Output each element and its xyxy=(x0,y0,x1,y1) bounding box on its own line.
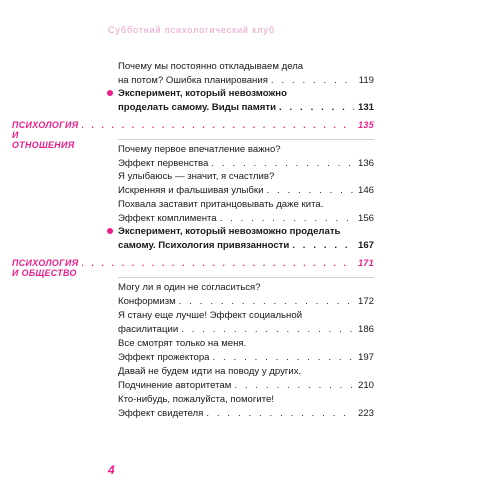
entry-title-line: на потом? Ошибка планирования xyxy=(118,74,268,86)
divider xyxy=(118,277,374,278)
entry-title-line: Я стану еще лучше! Эффект социальной xyxy=(118,310,303,321)
toc-entry[interactable] xyxy=(118,170,374,197)
toc-entry[interactable] xyxy=(118,198,374,225)
leader-dots xyxy=(82,120,355,130)
entry-title-line: Эффект комплимента xyxy=(118,212,217,224)
entry-page: 172 xyxy=(357,295,374,307)
entry-title-line: Эксперимент, который невозможно xyxy=(118,88,287,99)
leader-dots xyxy=(234,379,354,393)
leader-dots xyxy=(211,157,354,171)
leader-dots xyxy=(213,351,354,365)
section-heading-society xyxy=(12,258,374,278)
entry-title-line: фасилитации xyxy=(118,323,179,335)
leader-dots xyxy=(220,212,354,226)
entry-title-line: Подчинение авторитетам xyxy=(118,379,232,391)
section-title: ПСИХОЛОГИЯ И ОБЩЕСТВО xyxy=(12,258,79,278)
toc-entry[interactable] xyxy=(118,309,374,336)
toc-entry[interactable] xyxy=(118,365,374,392)
entry-title-line: Я улыбаюсь — значит, я счастлив? xyxy=(118,171,275,182)
entry-title-line: Почему первое впечатление важно? xyxy=(118,144,281,155)
leader-dots xyxy=(181,323,354,337)
entry-page: 167 xyxy=(357,239,374,251)
entry-title-line: Давай не будем идти на поводу у других. xyxy=(118,366,302,377)
divider xyxy=(118,139,374,140)
entry-title-line: Все смотрят только на меня. xyxy=(118,338,247,349)
toc-entry[interactable] xyxy=(118,60,374,87)
bullet-icon xyxy=(107,228,113,234)
entry-title-line: Могу ли я один не согласиться? xyxy=(118,282,261,293)
section-page: 171 xyxy=(358,258,374,268)
page-number: 4 xyxy=(108,463,115,477)
toc-entry-highlighted[interactable] xyxy=(118,225,374,252)
entry-title-line: Эффект свидетеля xyxy=(118,407,204,419)
entry-page: 136 xyxy=(357,157,374,169)
entry-page: 119 xyxy=(358,74,374,86)
entry-title-line: самому. Психология привязанности xyxy=(118,239,290,251)
section-title: ПСИХОЛОГИЯ И ОТНОШЕНИЯ xyxy=(12,120,79,150)
entry-title-line: Конформизм xyxy=(118,295,176,307)
entry-page: 146 xyxy=(357,184,374,196)
entry-page: 156 xyxy=(357,212,374,224)
entry-title-line: Эксперимент, который невозможно проделать xyxy=(118,226,341,237)
entry-title-line: Кто-нибудь, пожалуйста, помогите! xyxy=(118,394,275,405)
toc-entry[interactable] xyxy=(118,393,374,420)
toc-entry-highlighted[interactable] xyxy=(118,87,374,114)
toc-entry[interactable] xyxy=(118,281,374,308)
entry-page: 210 xyxy=(357,379,374,391)
entry-title-line: Искренняя и фальшивая улыбки xyxy=(118,184,264,196)
leader-dots xyxy=(179,295,354,309)
entry-title-line: Похвала заставит пританцовывать даже кита. xyxy=(118,199,324,210)
leader-dots xyxy=(206,407,354,421)
entry-title-line: проделать самому. Виды памяти xyxy=(118,101,276,113)
toc-entry[interactable] xyxy=(118,143,374,170)
leader-dots xyxy=(271,74,355,88)
leader-dots xyxy=(266,184,354,198)
entry-title-line: Почему мы постоянно откладываем дела xyxy=(118,61,304,72)
entry-page: 186 xyxy=(357,323,374,335)
toc-entry[interactable] xyxy=(118,337,374,364)
bullet-icon xyxy=(107,90,113,96)
leader-dots xyxy=(292,239,354,253)
entry-page: 131 xyxy=(357,101,374,113)
entry-page: 223 xyxy=(357,407,374,419)
entry-title-line: Эффект прожектора xyxy=(118,351,210,363)
entry-title-line: Эффект первенства xyxy=(118,157,209,169)
leader-dots xyxy=(82,258,355,268)
section-page: 135 xyxy=(358,120,374,130)
entry-page: 197 xyxy=(357,351,374,363)
running-header: Субботний психологический клуб xyxy=(108,25,275,35)
leader-dots xyxy=(279,101,354,115)
